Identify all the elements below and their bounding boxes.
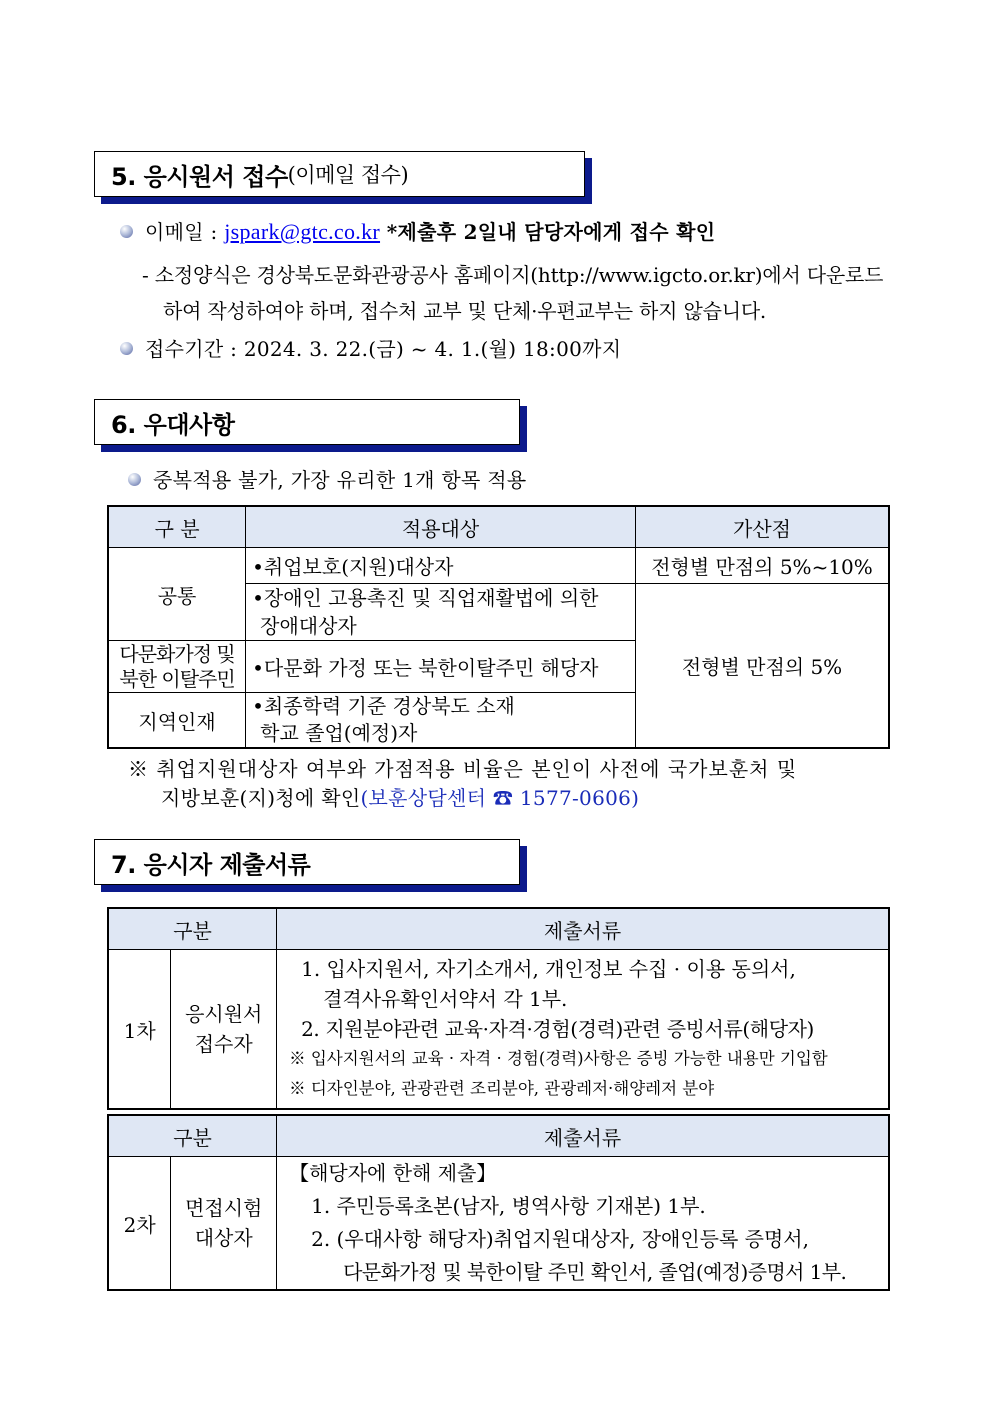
email-label: 이메일 : <box>145 220 218 244</box>
header-category: 구 분 <box>108 506 246 548</box>
email-line <box>120 216 715 245</box>
section-6-title: 6. 우대사항 <box>111 410 235 439</box>
email-link[interactable]: jspark@gtc.co.kr <box>224 219 381 244</box>
common-points-1: 전형별 만점의 5%~10% <box>636 548 890 584</box>
header-points: 가산점 <box>636 506 890 548</box>
row-common: 공통 <box>108 548 246 641</box>
t1-doc-2: 2. 지원분야관련 교육·자격·경험(경력)관련 증빙서류(해당자) <box>301 1017 814 1041</box>
documents-table-1 <box>107 907 890 1110</box>
t2-docs <box>277 1157 889 1291</box>
t2-header-docs: 제출서류 <box>277 1115 889 1157</box>
t2-stage: 2차 <box>108 1157 171 1291</box>
row-local: 지역인재 <box>108 693 246 749</box>
multi-label-a: 다문화가정 및 <box>119 641 235 666</box>
t1-who-b: 접수자 <box>194 1032 253 1056</box>
t1-docs <box>277 950 889 1110</box>
t2-doc-2b: 다문화가정 및 북한이탈 주민 확인서, 졸업(예정)증명서 1부. <box>343 1260 847 1284</box>
common-target-1: •취업보호(지원)대상자 <box>246 548 636 584</box>
preference-bullet <box>128 464 527 493</box>
section-5-heading <box>94 151 585 197</box>
preference-footnote-2 <box>161 782 639 811</box>
t2-who-b: 대상자 <box>194 1226 253 1250</box>
period-line <box>120 333 621 362</box>
t2-doc-1: 1. 주민등록초본(남자, 병역사항 기재본) 1부. <box>311 1194 706 1218</box>
points-5: 전형별 만점의 5% <box>636 584 890 749</box>
t1-header-category: 구분 <box>108 908 277 950</box>
section-5-subtitle: (이메일 접수) <box>287 163 409 187</box>
t2-doc-2a: 2. (우대사항 해당자)취업지원대상자, 장애인등록 증명서, <box>311 1227 809 1251</box>
email-note: *제출후 2일내 담당자에게 접수 확인 <box>386 220 716 244</box>
t1-doc-1b: 결격사유확인서약서 각 1부. <box>323 987 568 1011</box>
section-5-title: 5. 응시원서 접수 <box>111 162 288 191</box>
t2-doc-header: 【해당자에 한해 제출】 <box>289 1161 497 1185</box>
multi-target: •다문화 가정 또는 북한이탈주민 해당자 <box>246 641 636 693</box>
t1-who <box>171 950 277 1110</box>
documents-table-2 <box>107 1114 890 1291</box>
bullet-icon <box>120 342 133 355</box>
bullet-icon <box>120 225 133 238</box>
form-note-2: 하여 작성하여야 하며, 접수처 교부 및 단체·우편교부는 하지 않습니다. <box>163 299 767 323</box>
preference-footnote-1: ※ 취업지원대상자 여부와 가점적용 비율은 본인이 사전에 국가보훈처 및 <box>128 757 798 781</box>
form-note-1: - 소정양식은 경상북도문화관광공사 홈페이지(http://www.igcto.or.kr)에서 다운로드 <box>142 263 884 287</box>
t2-header-category: 구분 <box>108 1115 277 1157</box>
multi-label-b: 북한 이탈주민 <box>119 666 235 691</box>
bullet-icon <box>128 473 141 486</box>
section-7-heading <box>94 839 520 885</box>
header-target: 적용대상 <box>246 506 636 548</box>
common-target-2b: 장애대상자 <box>260 614 357 638</box>
veterans-center-phone: (보훈상담센터 ☎ 1577-0606) <box>360 786 640 810</box>
preference-rule: 중복적용 불가, 가장 유리한 1개 항목 적용 <box>153 468 527 492</box>
t1-note-1: ※ 입사지원서의 교육 · 자격 · 경험(경력)사항은 증빙 가능한 내용만 기입함 <box>289 1049 828 1068</box>
period-text: 접수기간 : 2024. 3. 22.(금) ~ 4. 1.(월) 18:00까지 <box>145 337 622 361</box>
section-7-title: 7. 응시자 제출서류 <box>111 850 311 879</box>
preference-table <box>107 505 890 749</box>
common-target-2a: •장애인 고용촉진 및 직업재활법에 의한 <box>252 586 599 610</box>
t2-who <box>171 1157 277 1291</box>
local-target-b: 학교 졸업(예정)자 <box>260 721 418 745</box>
common-target-2 <box>246 584 636 641</box>
local-target-a: •최종학력 기준 경상북도 소재 <box>252 694 515 718</box>
local-target <box>246 693 636 749</box>
t1-header-docs: 제출서류 <box>277 908 889 950</box>
t1-stage: 1차 <box>108 950 171 1110</box>
t2-who-a: 면접시험 <box>185 1196 263 1220</box>
t1-note-2: ※ 디자인분야, 관광관련 조리분야, 관광레저·해양레저 분야 <box>289 1079 715 1098</box>
row-multicultural <box>108 641 246 693</box>
t1-who-a: 응시원서 <box>185 1002 263 1026</box>
t1-doc-1a: 1. 입사지원서, 자기소개서, 개인정보 수집 · 이용 동의서, <box>301 957 796 981</box>
section-6-heading <box>94 399 520 445</box>
footnote-2-text: 지방보훈(지)청에 확인 <box>161 786 361 810</box>
